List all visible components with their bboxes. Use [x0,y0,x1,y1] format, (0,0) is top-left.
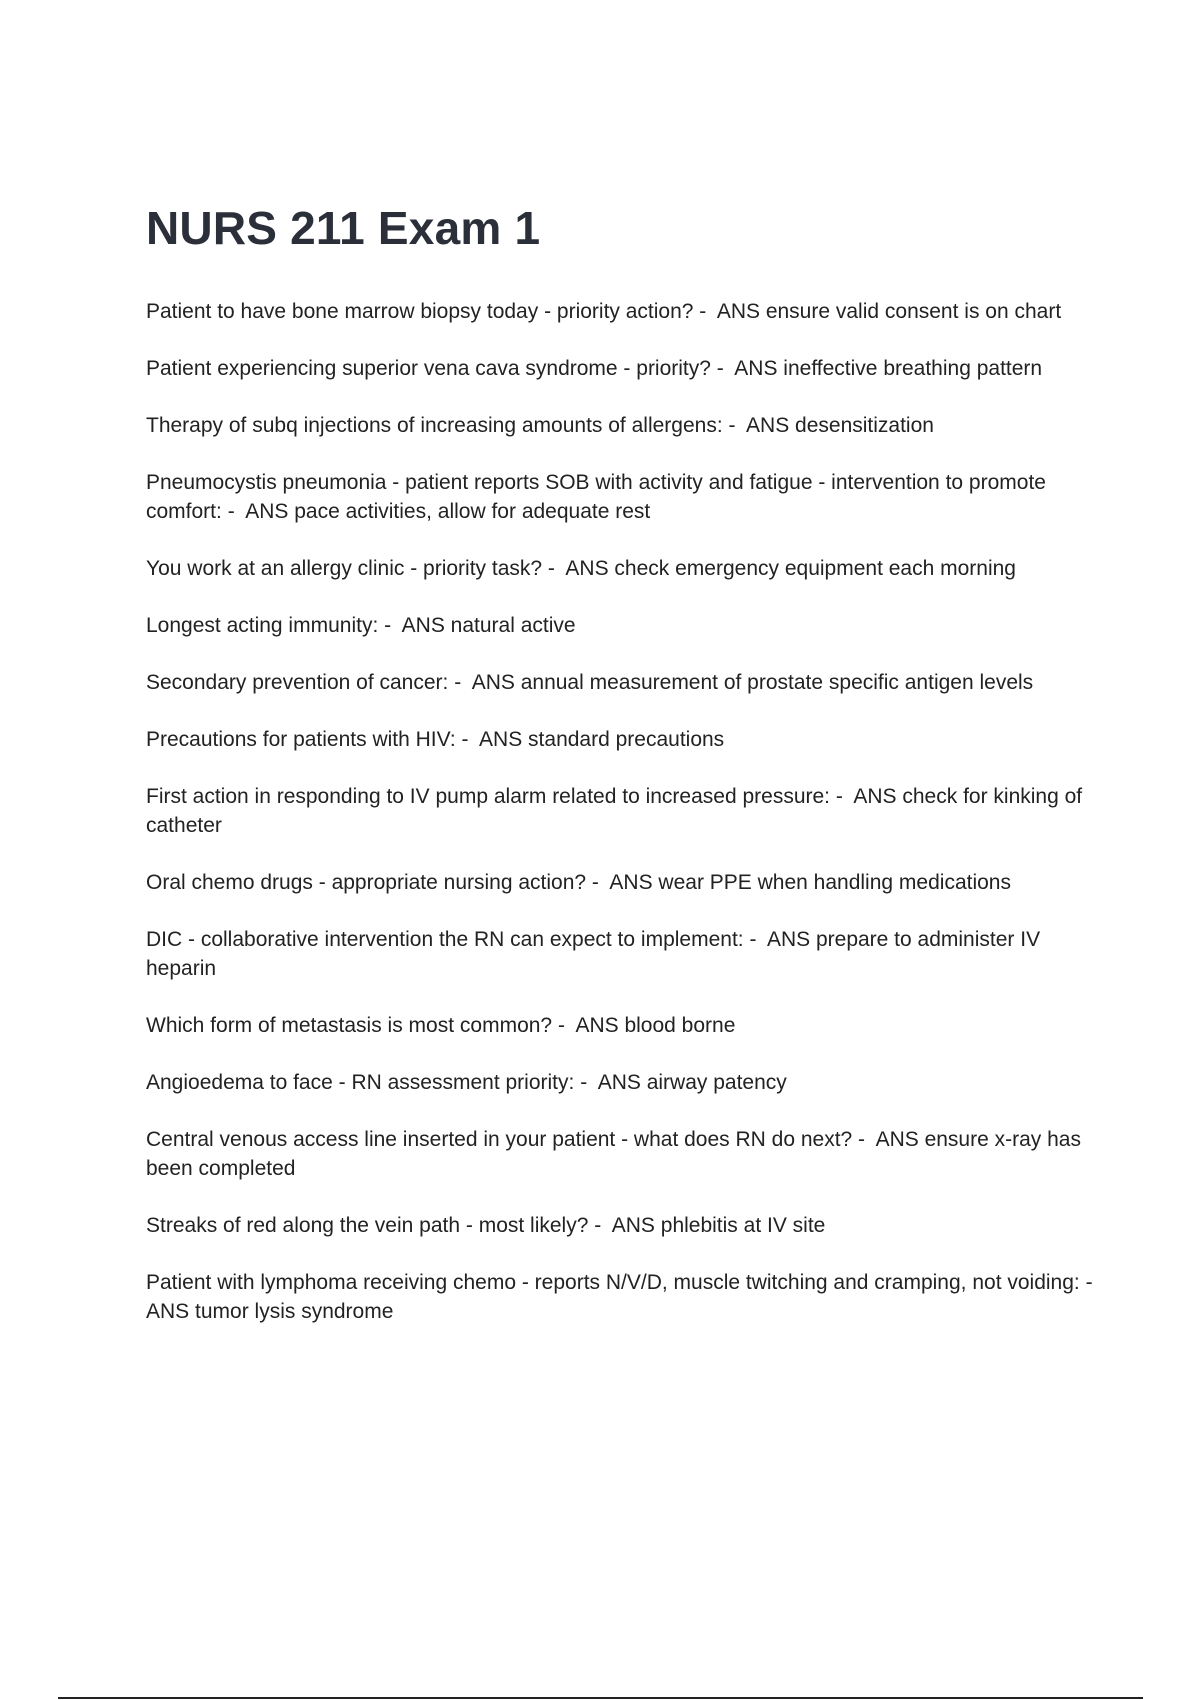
question-text: Streaks of red along the vein path - most likely? [146,1214,589,1237]
answer-text: ANS phlebitis at IV site [611,1214,826,1237]
answer-text: ANS airway patency [597,1071,787,1094]
qa-separator: - [852,1128,876,1151]
qa-item [146,782,1096,840]
answer-text: ANS check for kinking of catheter [146,785,1083,837]
answer-text: ANS tumor lysis syndrome [146,1300,394,1323]
qa-separator: - [448,671,472,694]
qa-item [146,668,1096,697]
question-text: Secondary prevention of cancer: [146,671,449,694]
qa-item [146,354,1096,383]
question-text: Pneumocystis pneumonia - patient reports SOB with activity and fatigue - intervention to promote comfort: [146,471,1046,523]
qa-separator: - [743,928,767,951]
qa-item [146,1125,1096,1183]
answer-text: ANS pace activities, allow for adequate rest [245,500,651,523]
answer-text: ANS check emergency equipment each morning [565,557,1016,580]
answer-text: ANS standard precautions [479,728,725,751]
qa-item [146,1211,1096,1240]
qa-item [146,1068,1096,1097]
qa-separator: - [378,614,402,637]
question-text: Which form of metastasis is most common? [146,1014,553,1037]
page-title: NURS 211 Exam 1 [146,202,541,254]
qa-item [146,925,1096,983]
qa-separator: - [552,1014,576,1037]
answer-text: ANS prepare to administer IV heparin [146,928,1041,980]
question-text: Angioedema to face - RN assessment priority: [146,1071,575,1094]
question-text: Precautions for patients with HIV: [146,728,456,751]
qa-item [146,468,1096,526]
question-text: Oral chemo drugs - appropriate nursing action? [146,871,587,894]
question-text: Patient experiencing superior vena cava syndrome - priority? [146,357,711,380]
question-text: You work at an allergy clinic - priority task? [146,557,543,580]
qa-separator: - [710,357,735,380]
qa-separator: - [586,871,610,894]
qa-separator: - [455,728,480,751]
footer-divider [58,1697,1143,1699]
answer-text: ANS wear PPE when handling medications [609,871,1011,894]
question-text: Therapy of subq injections of increasing amounts of allergens: [146,414,723,437]
question-text: Patient to have bone marrow biopsy today - priority action? [146,300,694,323]
qa-item [146,611,1096,640]
qa-item [146,1268,1104,1326]
qa-item [146,411,1096,440]
qa-separator: - [588,1214,612,1237]
qa-separator: - [574,1071,598,1094]
qa-separator: - [693,300,717,323]
answer-text: ANS desensitization [746,414,934,437]
question-text: Patient with lymphoma receiving chemo - reports N/V/D, muscle twitching and cramping, not voiding: [146,1271,1080,1294]
question-text: Central venous access line inserted in your patient - what does RN do next? [146,1128,853,1151]
question-text: DIC - collaborative intervention the RN can expect to implement: [146,928,744,951]
answer-text: ANS natural active [401,614,576,637]
qa-item [146,297,1096,326]
qa-separator: - [830,785,854,808]
qa-item [146,1011,1096,1040]
qa-item [146,554,1096,583]
answer-text: ANS blood borne [575,1014,736,1037]
question-text: Longest acting immunity: [146,614,379,637]
qa-item [146,868,1096,897]
question-text: First action in responding to IV pump alarm related to increased pressure: [146,785,831,808]
qa-separator: - [1079,1271,1104,1294]
qa-item [146,725,1096,754]
answer-text: ANS ineffective breathing pattern [734,357,1043,380]
qa-separator: - [722,414,747,437]
qa-list [146,297,1104,1354]
qa-separator: - [221,500,246,523]
answer-text: ANS ensure x-ray has been completed [146,1128,1081,1180]
answer-text: ANS ensure valid consent is on chart [716,300,1062,323]
answer-text: ANS annual measurement of prostate specific antigen levels [471,671,1034,694]
qa-separator: - [542,557,566,580]
